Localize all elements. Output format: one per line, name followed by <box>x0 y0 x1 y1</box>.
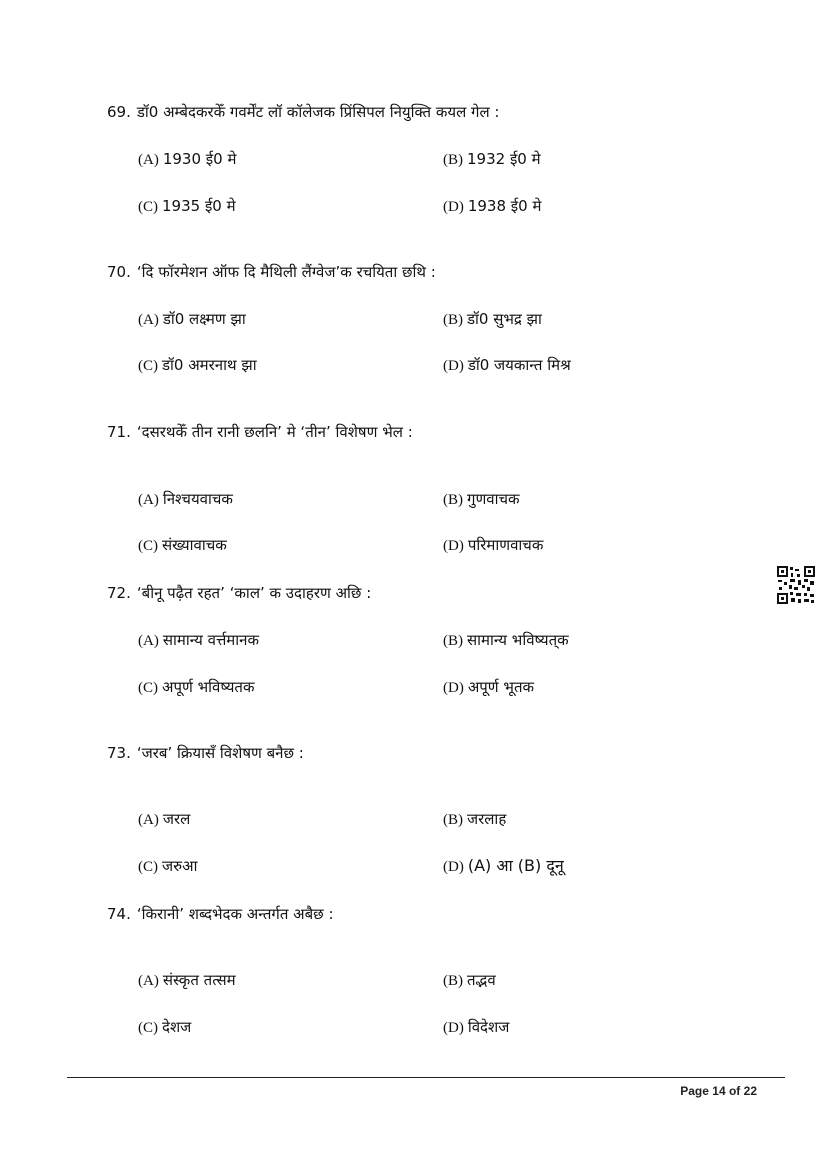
option-b <box>443 309 542 330</box>
option-text: (A) आ (B) दूनू <box>467 856 564 875</box>
option-text: 1930 ई0 मे <box>162 150 237 168</box>
option-text: अपूर्ण भूतक <box>467 678 535 696</box>
option-letter: (D) <box>443 358 464 374</box>
option-text: संख्यावाचक <box>162 536 227 554</box>
option-a <box>138 630 259 651</box>
option-letter: (A) <box>138 312 159 328</box>
question-number: 72. <box>107 584 131 602</box>
option-letter: (A) <box>138 152 159 168</box>
of-label: of <box>728 1084 741 1098</box>
footer-divider <box>67 1077 785 1078</box>
option-b <box>443 149 541 170</box>
question-stem <box>107 904 727 924</box>
page-label: Page <box>680 1084 709 1098</box>
options-grid <box>107 924 727 1036</box>
question-69 <box>107 102 727 222</box>
question-number: 74. <box>107 905 131 923</box>
option-c <box>138 1017 191 1038</box>
option-letter: (C) <box>138 859 158 875</box>
option-text: डॉ0 सुभद्र झा <box>467 310 542 328</box>
option-a <box>138 309 246 330</box>
option-letter: (C) <box>138 358 158 374</box>
option-letter: (B) <box>443 152 463 168</box>
option-d <box>443 856 564 877</box>
question-number: 70. <box>107 263 131 281</box>
options-grid <box>107 442 727 554</box>
options-grid <box>107 603 727 703</box>
option-b <box>443 630 569 651</box>
option-b <box>443 809 506 830</box>
option-d <box>443 196 541 217</box>
question-stem <box>107 583 727 603</box>
question-number: 73. <box>107 744 131 762</box>
question-stem <box>107 102 727 122</box>
question-stem <box>107 262 727 282</box>
option-letter: (A) <box>138 633 159 649</box>
option-letter: (A) <box>138 812 159 828</box>
option-d <box>443 1017 509 1038</box>
option-text: तद्भव <box>467 971 496 989</box>
question-70 <box>107 262 727 382</box>
option-text: डॉ0 जयकान्त मिश्र <box>467 356 571 374</box>
option-c <box>138 856 197 877</box>
question-72 <box>107 583 727 703</box>
option-text: परिमाणवाचक <box>467 536 544 554</box>
option-a <box>138 809 190 830</box>
question-73 <box>107 743 727 875</box>
option-letter: (A) <box>138 973 159 989</box>
question-stem <box>107 422 727 442</box>
question-text: ‘किरानी’ शब्दभेदक अन्तर्गत अबैछ : <box>136 905 334 923</box>
question-stem <box>107 743 727 763</box>
current-page: 14 <box>712 1084 726 1098</box>
total-pages: 22 <box>743 1084 757 1098</box>
option-b <box>443 970 496 991</box>
qr-code-icon <box>776 565 816 605</box>
option-text: 1938 ई0 मे <box>467 197 542 215</box>
option-letter: (C) <box>138 680 158 696</box>
option-letter: (D) <box>443 538 464 554</box>
option-text: जरल <box>162 810 191 828</box>
option-c <box>138 535 227 556</box>
question-71 <box>107 422 727 554</box>
option-text: जरुआ <box>162 857 198 875</box>
option-text: विदेशज <box>467 1018 510 1036</box>
option-letter: (D) <box>443 199 464 215</box>
option-c <box>138 677 254 698</box>
option-text: अपूर्ण भविष्यतक <box>162 678 255 696</box>
option-letter: (D) <box>443 1020 464 1036</box>
option-letter: (B) <box>443 633 463 649</box>
option-a <box>138 149 236 170</box>
option-text: सामान्य भविष्यत्‌क <box>467 631 569 649</box>
option-letter: (C) <box>138 199 158 215</box>
option-letter: (D) <box>443 859 464 875</box>
option-text: डॉ0 लक्ष्मण झा <box>162 310 246 328</box>
option-text: 1932 ई0 मे <box>467 150 541 168</box>
page-number <box>680 1084 757 1098</box>
option-letter: (C) <box>138 538 158 554</box>
option-letter: (D) <box>443 680 464 696</box>
question-74 <box>107 904 727 1036</box>
option-letter: (B) <box>443 973 463 989</box>
options-grid <box>107 282 727 382</box>
question-text: डॉ0 अम्बेदकरकेँ गवर्मेंट लॉ कॉलेजक प्रिंसिपल नियुक्ति कयल गेल : <box>136 103 500 121</box>
question-number: 69. <box>107 103 131 121</box>
question-text: ‘दि फॉरमेशन ऑफ दि मैथिली लैंग्वेज’क रचयिता छथि : <box>136 263 436 281</box>
option-text: 1935 ई0 मे <box>162 197 236 215</box>
option-letter: (A) <box>138 492 159 508</box>
option-text: देशज <box>162 1018 192 1036</box>
options-grid <box>107 763 727 875</box>
option-text: संस्कृत तत्सम <box>162 971 236 989</box>
option-letter: (B) <box>443 312 463 328</box>
option-letter: (B) <box>443 812 463 828</box>
option-text: सामान्य वर्त्तमानक <box>162 631 260 649</box>
option-a <box>138 970 236 991</box>
question-number: 71. <box>107 423 131 441</box>
options-grid <box>107 122 727 222</box>
question-text: ‘दसरथकेँ तीन रानी छलनि’ मे ‘तीन’ विशेषण भेल : <box>136 423 413 441</box>
option-d <box>443 677 534 698</box>
question-text: ‘बीनू पढ़ैत रहत’ ‘काल’ क उदाहरण अछि : <box>136 584 372 602</box>
question-text: ‘जरब’ क्रियासँ विशेषण बनैछ : <box>136 744 304 762</box>
option-d <box>443 355 571 376</box>
option-text: निश्चयवाचक <box>162 490 233 508</box>
option-a <box>138 489 233 510</box>
option-letter: (C) <box>138 1020 158 1036</box>
option-b <box>443 489 520 510</box>
option-letter: (B) <box>443 492 463 508</box>
option-c <box>138 355 257 376</box>
option-c <box>138 196 236 217</box>
option-text: जरलाह <box>467 810 507 828</box>
option-text: गुणवाचक <box>467 490 520 508</box>
option-d <box>443 535 543 556</box>
option-text: डॉ0 अमरनाथ झा <box>162 356 257 374</box>
